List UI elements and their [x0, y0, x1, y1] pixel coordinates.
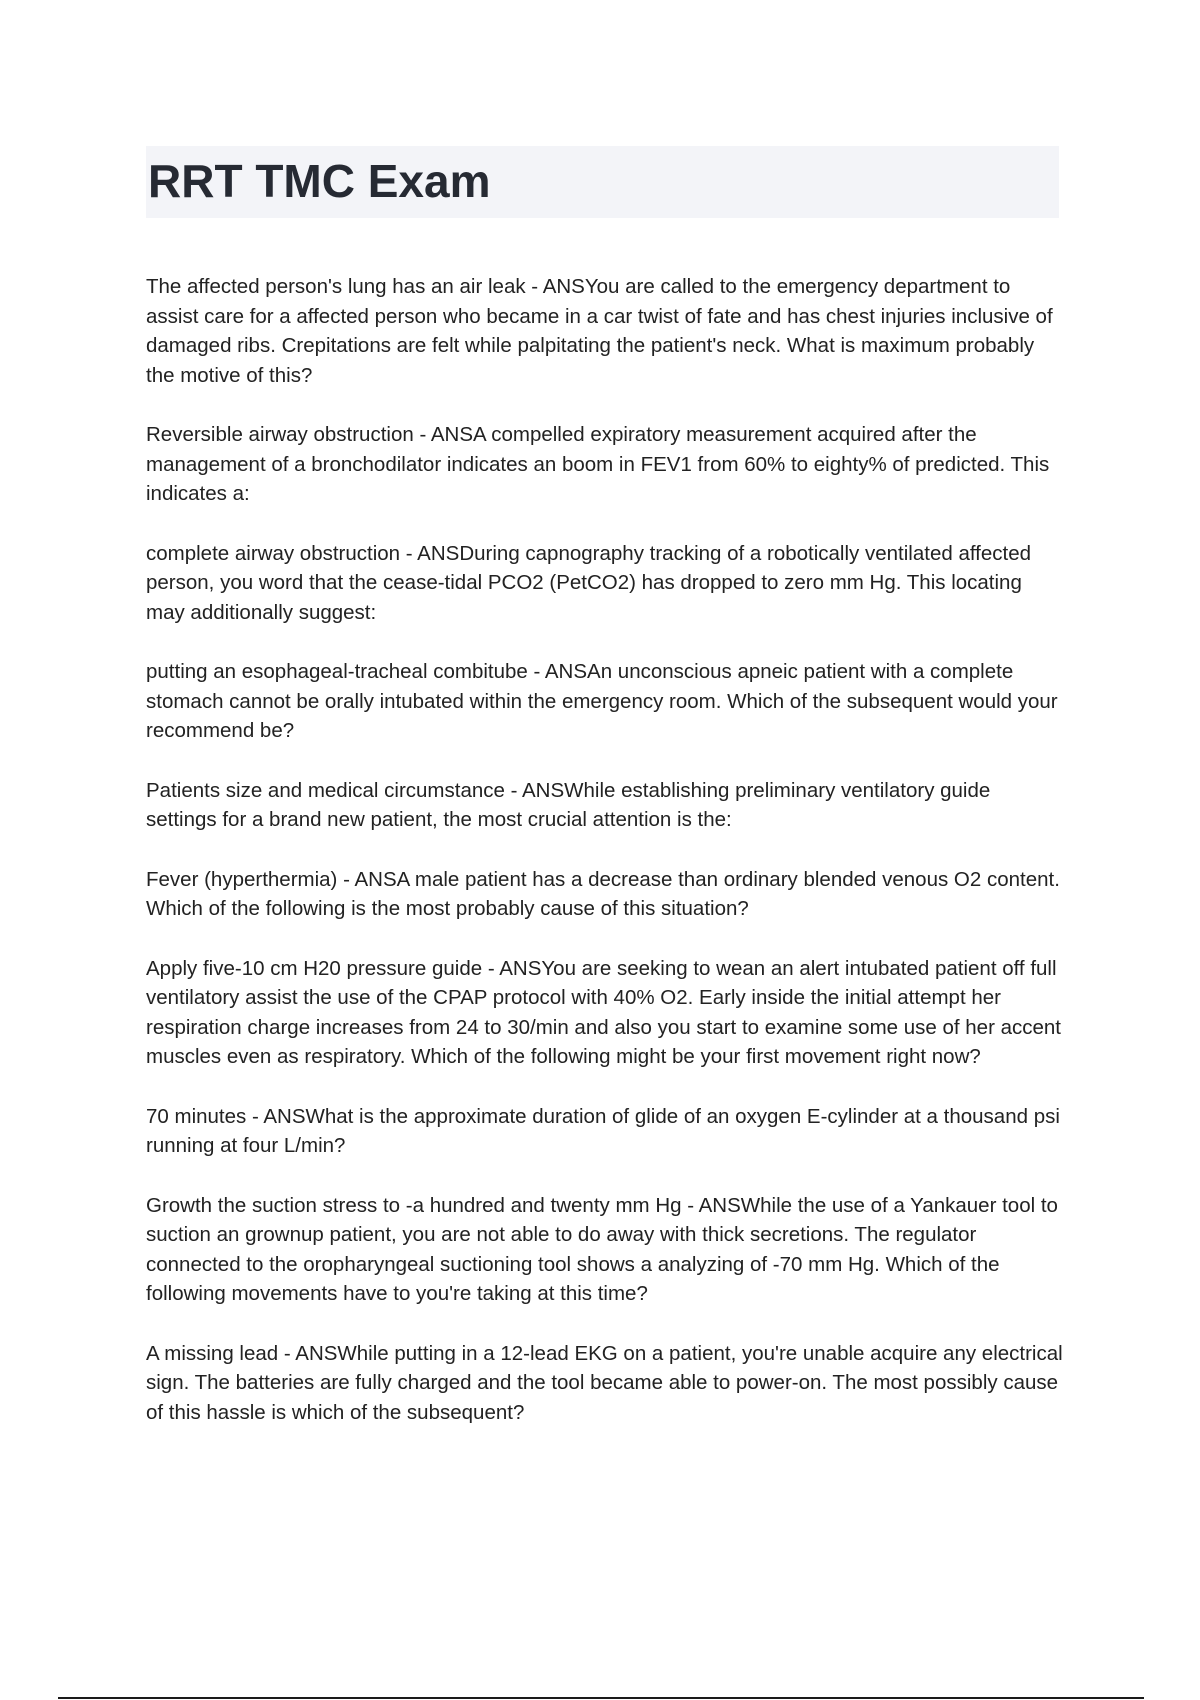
qa-item: Apply five-10 cm H20 pressure guide - ANSYou are seeking to wean an alert intubated patient off full ventilatory assist the use of the CPAP protocol with 40% O2. Early inside the initial attempt her respiration charge increases from 24 to 30/min and also you start to examine some use of her accent muscles even as respiratory. Which of the following might be your first movement right now?: [146, 956, 1062, 1068]
qa-item: Growth the suction stress to -a hundred and twenty mm Hg - ANSWhile the use of a Yankauer tool to suction an grownup patient, you are not able to do away with thick secretions. The regulator connected to the oropharyngeal suctioning tool shows a analyzing of -70 mm Hg. Which of the following movements have to you're taking at this time?: [146, 1193, 1058, 1305]
footer-divider: [58, 1697, 1144, 1699]
qa-item: complete airway obstruction - ANSDuring capnography tracking of a robotically ventilated affected person, you word that the cease-tidal PCO2 (PetCO2) has dropped to zero mm Hg. This locating may additionally suggest:: [146, 541, 1032, 624]
qa-item: 70 minutes - ANSWhat is the approximate duration of glide of an oxygen E-cylinder at a thousand psi running at four L/min?: [146, 1104, 1060, 1157]
qa-item: Fever (hyperthermia) - ANSA male patient has a decrease than ordinary blended venous O2 content. Which of the following is the most probably cause of this situation?: [146, 867, 1060, 920]
qa-item: The affected person's lung has an air leak - ANSYou are called to the emergency department to assist care for a affected person who became in a car twist of fate and has chest injuries inclusive of damaged ribs. Crepitations are felt while palpitating the patient's neck. What is maximum probably the motive of this?: [146, 275, 1053, 387]
qa-item: Patients size and medical circumstance - ANSWhile establishing preliminary ventilatory guide settings for a brand new patient, the most crucial attention is the:: [146, 778, 991, 831]
qa-item: A missing lead - ANSWhile putting in a 12-lead EKG on a patient, you're unable acquire any electrical sign. The batteries are fully charged and the tool became able to power-on. The most possibly cause of this hassle is which of the subsequent?: [146, 1341, 1063, 1424]
qa-list: [146, 272, 1066, 1457]
qa-item: putting an esophageal-tracheal combitube - ANSAn unconscious apneic patient with a complete stomach cannot be orally intubated within the emergency room. Which of the subsequent would your recommend be?: [146, 660, 1058, 742]
page-title: RRT TMC Exam: [148, 155, 491, 207]
qa-item: Reversible airway obstruction - ANSA compelled expiratory measurement acquired after the management of a bronchodilator indicates an boom in FEV1 from 60% to eighty% of predicted. This indicates a:: [146, 423, 1050, 505]
title-banner: [146, 146, 1059, 218]
